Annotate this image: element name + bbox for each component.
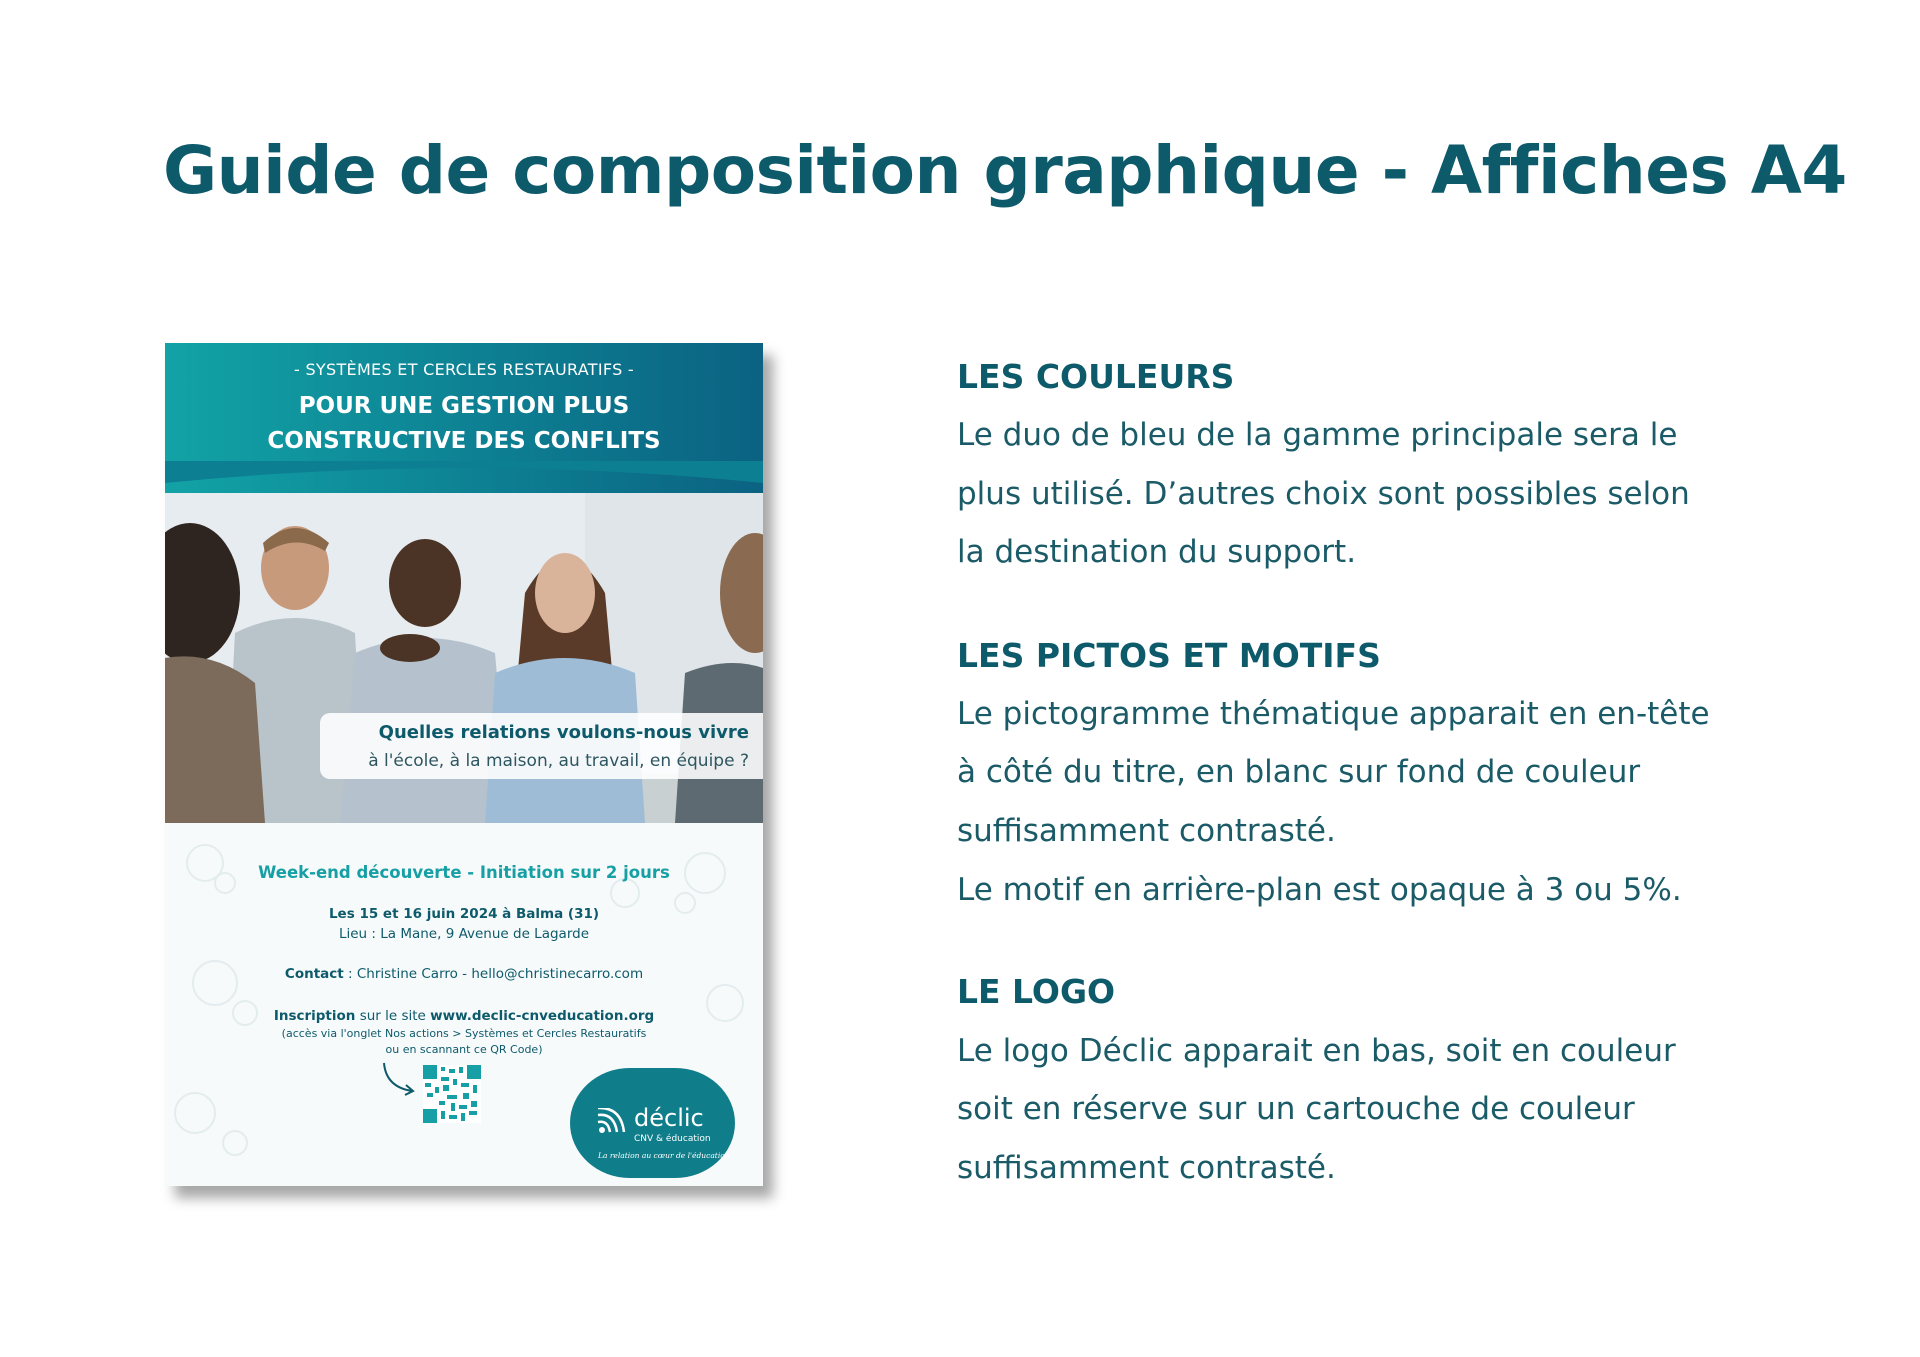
poster-kicker: - SYSTÈMES ET CERCLES RESTAURATIFS -: [294, 360, 634, 379]
contact-value: : Christine Carro - hello@christinecarro.com: [343, 966, 644, 982]
logo-name: déclic: [634, 1104, 704, 1132]
section-couleurs-line-2: plus utilisé. D’autres choix sont possibles selon: [957, 476, 1690, 512]
poster-header-curve: [165, 461, 763, 501]
inscription-middle: sur le site: [355, 1008, 431, 1024]
page-title: Guide de composition graphique - Affiches A4: [163, 132, 1847, 209]
section-pictos-line-2: à côté du titre, en blanc sur fond de couleur: [957, 754, 1641, 790]
poster-headline-line2: CONSTRUCTIVE DES CONFLITS: [267, 428, 661, 454]
poster-quote-box: [320, 713, 763, 779]
declic-wave-icon: [594, 1108, 628, 1138]
poster-preview: [165, 343, 763, 1186]
section-pictos-line-3: suffisamment contrasté.: [957, 813, 1336, 849]
venue-value: : La Mane, 9 Avenue de Lagarde: [367, 926, 590, 942]
poster-quote-subtitle: à l'école, à la maison, au travail, en équipe ?: [368, 751, 749, 771]
event-venue: [165, 926, 763, 942]
section-heading-logo: LE LOGO: [957, 972, 1116, 1011]
curved-arrow-icon: [380, 1059, 420, 1099]
section-logo-line-2: soit en réserve sur un cartouche de couleur: [957, 1091, 1635, 1127]
section-pictos-line-4: Le motif en arrière-plan est opaque à 3 ou 5%.: [957, 872, 1682, 908]
access-line-2: ou en scannant ce QR Code): [385, 1043, 543, 1056]
poster-info: [165, 823, 763, 1186]
qr-code-icon: [423, 1065, 481, 1123]
logo-tagline: La relation au cœur de l'éducation: [598, 1151, 730, 1160]
inscription-site: www.declic-cnveducation.org: [430, 1008, 655, 1024]
section-couleurs-line-3: la destination du support.: [957, 534, 1357, 570]
event-access: [165, 1026, 763, 1058]
section-heading-pictos: LES PICTOS ET MOTIFS: [957, 636, 1381, 675]
section-pictos-line-1: Le pictogramme thématique apparait en en-tête: [957, 696, 1710, 732]
event-inscription: [165, 1008, 763, 1024]
event-dates: Les 15 et 16 juin 2024 à Balma (31): [328, 906, 600, 922]
logo-subtitle: CNV & éducation: [634, 1134, 711, 1144]
venue-label: Lieu: [338, 926, 368, 942]
event-title: Week-end découverte - Initiation sur 2 jours: [258, 863, 670, 882]
poster-quote-title: Quelles relations voulons-nous vivre: [378, 722, 749, 743]
poster-headline: [165, 389, 763, 459]
section-couleurs-line-1: Le duo de bleu de la gamme principale sera le: [957, 417, 1678, 453]
section-logo-line-3: suffisamment contrasté.: [957, 1150, 1336, 1186]
contact-label: Contact: [284, 966, 344, 982]
poster-headline-line1: POUR UNE GESTION PLUS: [298, 393, 630, 419]
section-heading-couleurs: LES COULEURS: [957, 357, 1235, 396]
section-logo-line-1: Le logo Déclic apparait en bas, soit en couleur: [957, 1033, 1676, 1069]
declic-logo-badge: [570, 1068, 735, 1178]
inscription-label: Inscription: [273, 1008, 356, 1024]
access-line-1: (accès via l'onglet Nos actions > Systèmes et Cercles Restauratifs: [281, 1027, 647, 1040]
event-contact: [165, 966, 763, 982]
